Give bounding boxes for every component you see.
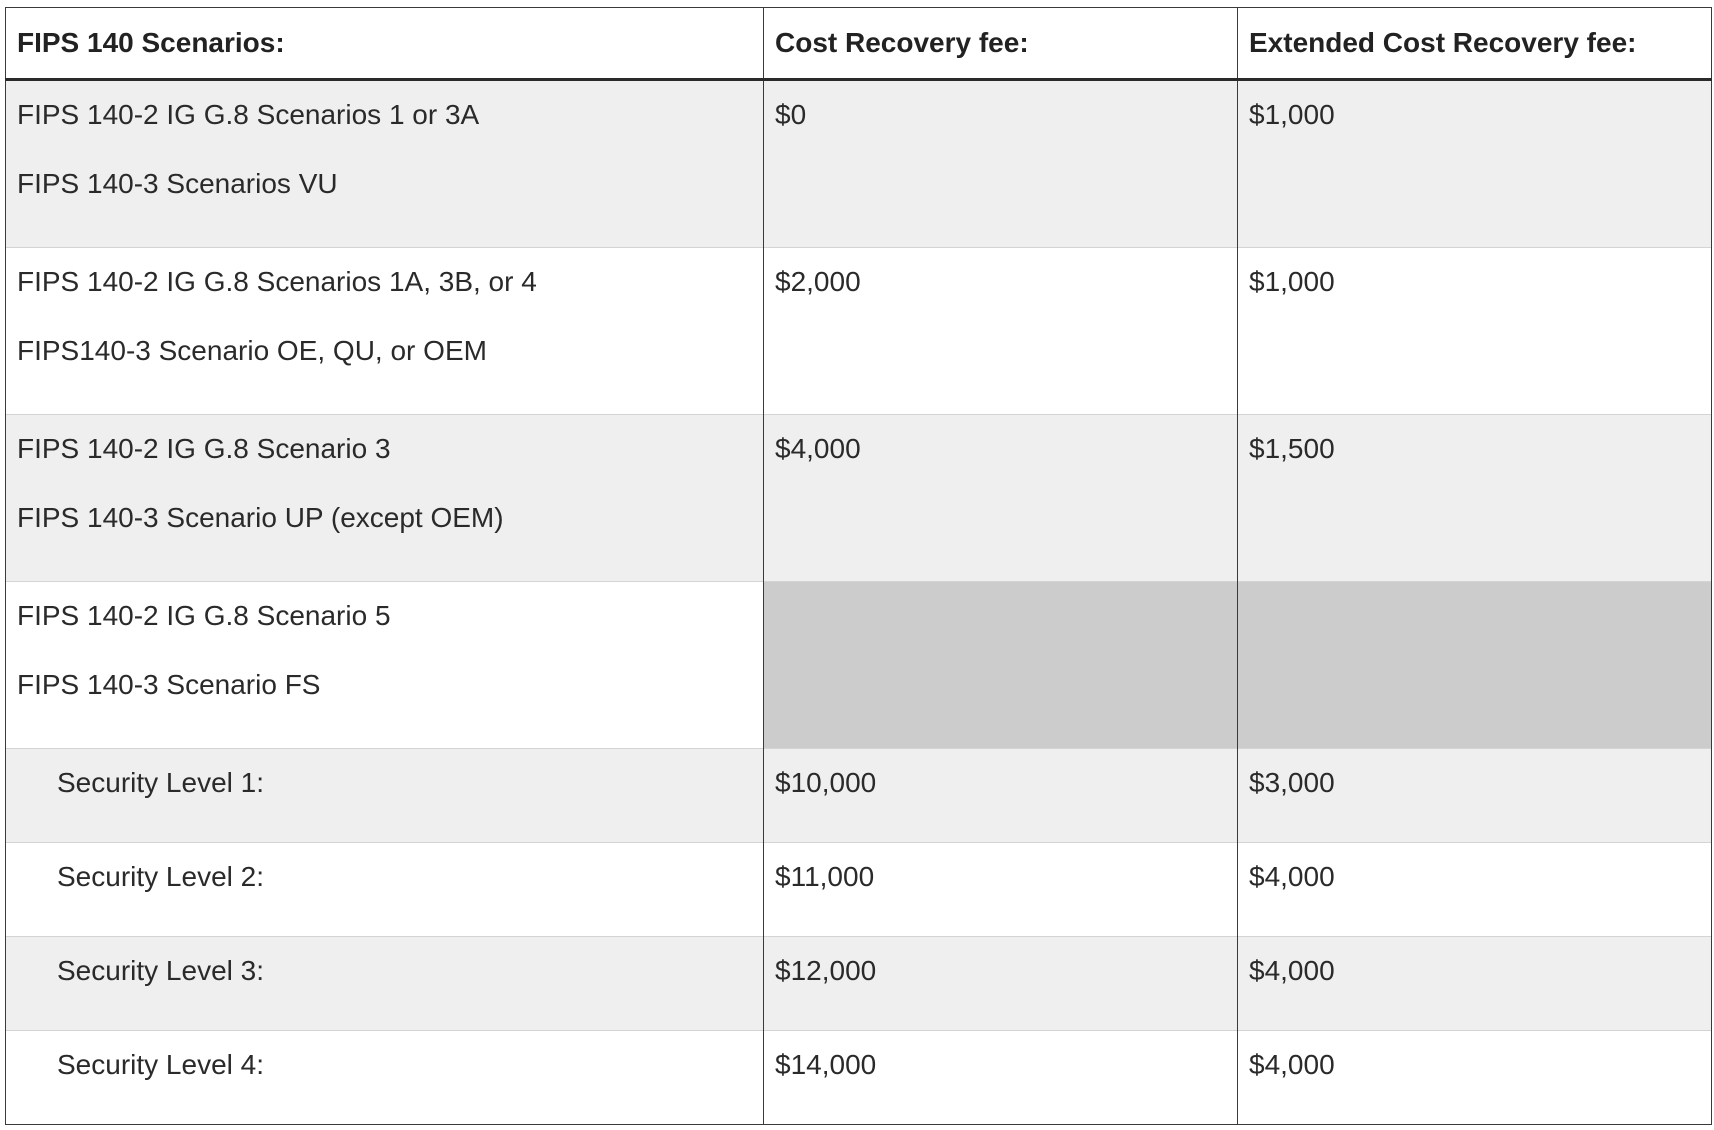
extended-value: $4,000 — [1249, 861, 1335, 892]
scenario-text: FIPS 140-2 IG G.8 Scenario 3 — [17, 433, 391, 464]
scenario-cell — [6, 749, 764, 843]
extended-value: $1,000 — [1249, 99, 1335, 130]
table-row — [6, 843, 1712, 937]
header-extended-cost-recovery-fee: Extended Cost Recovery fee: — [1238, 8, 1712, 80]
security-level-label: Security Level 3: — [57, 955, 264, 986]
extended-cell — [1238, 937, 1712, 1031]
cost-cell — [764, 749, 1238, 843]
table-row — [6, 415, 1712, 582]
scenario-cell — [6, 80, 764, 248]
scenario-cell — [6, 248, 764, 415]
table-row — [6, 582, 1712, 749]
table-row — [6, 248, 1712, 415]
cost-value: $4,000 — [775, 433, 861, 464]
cost-value: $14,000 — [775, 1049, 877, 1080]
extended-value: $1,000 — [1249, 266, 1335, 297]
scenario-text: FIPS 140-2 IG G.8 Scenarios 1A, 3B, or 4 — [17, 266, 537, 297]
extended-cell — [1238, 1031, 1712, 1125]
table-row — [6, 1031, 1712, 1125]
header-cost-recovery-fee: Cost Recovery fee: — [764, 8, 1238, 80]
cost-cell — [764, 937, 1238, 1031]
scenario-text: FIPS 140-2 IG G.8 Scenarios 1 or 3A — [17, 99, 480, 130]
scenario-text: FIPS 140-3 Scenario FS — [17, 669, 321, 700]
extended-value: $3,000 — [1249, 767, 1335, 798]
extended-cell — [1238, 415, 1712, 582]
empty-cost-cell — [764, 582, 1238, 749]
security-level-label: Security Level 1: — [57, 767, 264, 798]
header-row — [6, 8, 1712, 80]
security-level-label: Security Level 2: — [57, 861, 264, 892]
scenario-cell — [6, 937, 764, 1031]
extended-cell — [1238, 843, 1712, 937]
cost-value — [775, 582, 1237, 602]
cost-value: $12,000 — [775, 955, 877, 986]
scenario-cell — [6, 1031, 764, 1125]
extended-value: $1,500 — [1249, 433, 1335, 464]
cost-cell — [764, 1031, 1238, 1125]
cost-cell — [764, 843, 1238, 937]
cost-value: $2,000 — [775, 266, 861, 297]
extended-cell — [1238, 248, 1712, 415]
scenario-cell — [6, 582, 764, 749]
header-scenarios: FIPS 140 Scenarios: — [6, 8, 764, 80]
extended-cell — [1238, 80, 1712, 248]
scenario-cell — [6, 415, 764, 582]
extended-cell — [1238, 749, 1712, 843]
scenario-cell — [6, 843, 764, 937]
cost-value: $10,000 — [775, 767, 877, 798]
empty-extended-cell — [1238, 582, 1712, 749]
scenario-text: FIPS140-3 Scenario OE, QU, or OEM — [17, 335, 487, 366]
cost-cell — [764, 248, 1238, 415]
cost-cell — [764, 80, 1238, 248]
security-level-label: Security Level 4: — [57, 1049, 264, 1080]
table-header — [6, 8, 1712, 80]
scenario-text: FIPS 140-3 Scenarios VU — [17, 168, 338, 199]
table-row — [6, 749, 1712, 843]
scenario-text: FIPS 140-3 Scenario UP (except OEM) — [17, 502, 504, 533]
cost-value: $0 — [775, 99, 807, 130]
extended-value: $4,000 — [1249, 955, 1335, 986]
cost-value: $11,000 — [775, 861, 875, 892]
table-body — [6, 80, 1712, 1125]
extended-value: $4,000 — [1249, 1049, 1335, 1080]
table-row — [6, 80, 1712, 248]
scenario-text: FIPS 140-2 IG G.8 Scenario 5 — [17, 600, 391, 631]
fee-table — [5, 7, 1712, 1125]
table-row — [6, 937, 1712, 1031]
extended-value — [1249, 582, 1711, 602]
cost-cell — [764, 415, 1238, 582]
